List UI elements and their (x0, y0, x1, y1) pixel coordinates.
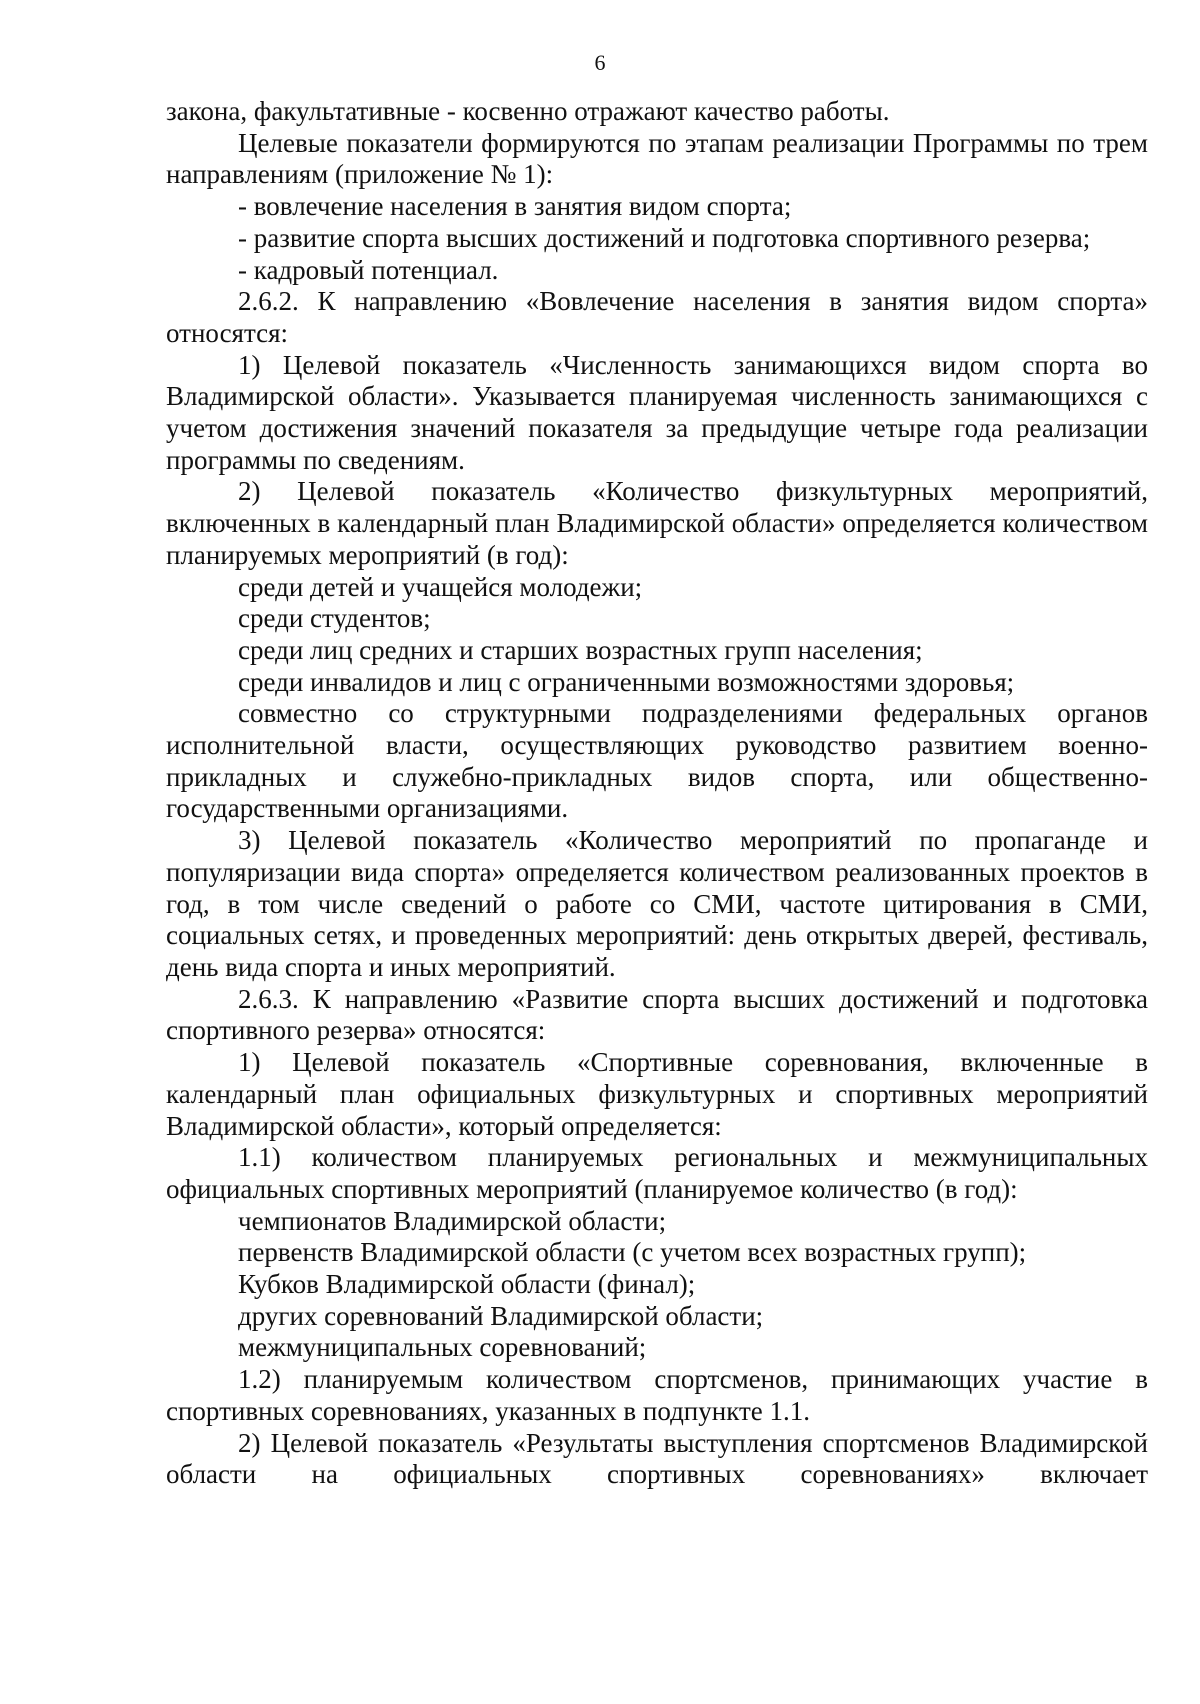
paragraph-p02: - вовлечение населения в занятия видом спорта; (238, 191, 792, 222)
paragraph-p03: - развитие спорта высших достижений и подготовка спортивного резерва; (238, 222, 1091, 253)
paragraph-p20: других соревнований Владимирской области; (238, 1300, 764, 1331)
paragraph-p19: Кубков Владимирской области (финал); (238, 1269, 696, 1300)
paragraph-p12: совместно со структурными подразделениями федеральных органов исполнительной власти, осуществляющих руководство развитием военно-прикладных и служебно-прикладных видов спорта, или общественно-государственными организациями. (166, 698, 1148, 824)
paragraph-p11: среди инвалидов и лиц с ограниченными возможностями здоровья; (238, 666, 1015, 697)
paragraph-p00: закона, факультативные - косвенно отражают качество работы. (166, 96, 890, 126)
page-number: 6 (594, 50, 606, 75)
paragraph-p15: 1) Целевой показатель «Спортивные соревнования, включенные в календарный план официальных физкультурных и спортивных мероприятий Владимирской области», который определяется: (166, 1047, 1148, 1141)
paragraph-p21: межмуниципальных соревнований; (238, 1332, 647, 1363)
paragraph-p01: Целевые показатели формируются по этапам реализации Программы по трем направлениям (приложение № 1): (166, 127, 1148, 190)
paragraph-p13: 3) Целевой показатель «Количество мероприятий по пропаганде и популяризации вида спорта» определяется количеством реализованных проектов в год, в том числе сведений о работе со СМИ, частоте цитирования в СМИ, социальных сетях, и проведенных мероприятий: день открытых дверей, фестиваль, день вида спорта и иных мероприятий. (166, 825, 1148, 982)
paragraph-p06: 1) Целевой показатель «Численность занимающихся видом спорта во Владимирской области». Указывается планируемая численность занимающихся с учетом достижения значений показателя за предыдущие четыре года реализации программы по сведениям. (166, 349, 1148, 475)
paragraph-p16: 1.1) количеством планируемых региональных и межмуниципальных официальных спортивных мероприятий (планируемое количество (в год): (166, 1142, 1148, 1204)
paragraph-p10: среди лиц средних и старших возрастных групп населения; (238, 634, 923, 665)
paragraph-p22: 1.2) планируемым количеством спортсменов, принимающих участие в спортивных соревнованиях, указанных в подпункте 1.1. (166, 1364, 1148, 1426)
paragraph-p07: 2) Целевой показатель «Количество физкультурных мероприятий, включенных в календарный план Владимирской области» определяется количеством планируемых мероприятий (в год): (166, 476, 1148, 570)
paragraph-p23: 2) Целевой показатель «Результаты выступления спортсменов Владимирской области на официальных спортивных соревнованиях» включает (166, 1427, 1148, 1490)
paragraph-p17: чемпионатов Владимирской области; (238, 1205, 667, 1236)
paragraph-p04: - кадровый потенциал. (238, 254, 499, 285)
paragraph-p09: среди студентов; (238, 603, 431, 634)
paragraph-p05: 2.6.2. К направлению «Вовлечение населения в занятия видом спорта» относятся: (166, 286, 1148, 348)
paragraph-p14: 2.6.3. К направлению «Развитие спорта высших достижений и подготовка спортивного резерва» относятся: (166, 983, 1148, 1046)
paragraph-p08: среди детей и учащейся молодежи; (238, 571, 643, 602)
document-body (166, 96, 1148, 1491)
paragraph-p18: первенств Владимирской области (с учетом всех возрастных групп); (238, 1237, 1027, 1268)
